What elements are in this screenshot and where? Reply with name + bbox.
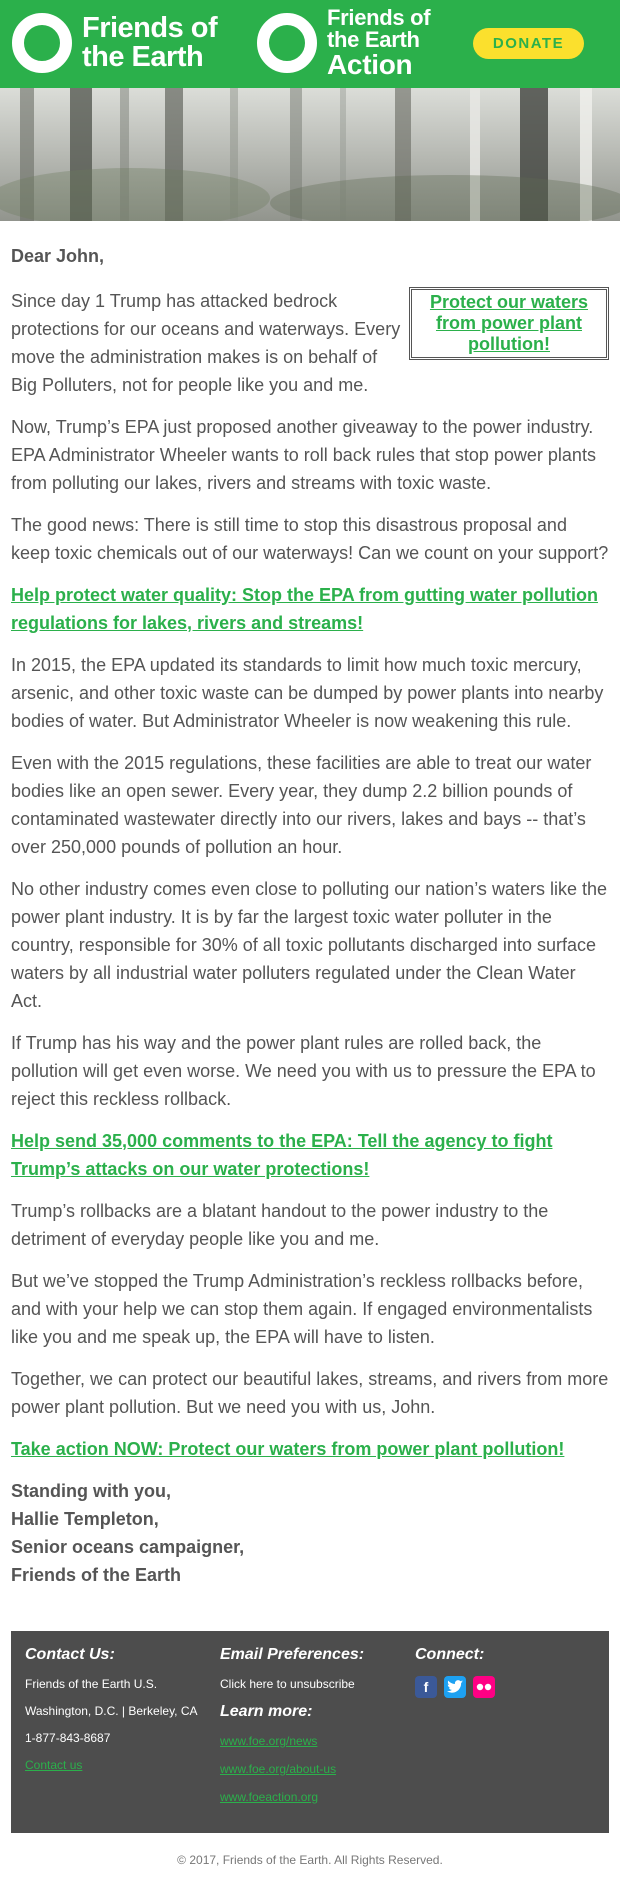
forest-illustration xyxy=(0,88,620,221)
paragraph: Since day 1 Trump has attacked bedrock protections for our oceans and waterways. Every move the administration makes is on behalf of Big Polluters, not for people like you and me. xyxy=(11,291,401,395)
news-link[interactable]: www.foe.org/news xyxy=(220,1734,318,1748)
letter-body xyxy=(11,246,609,1589)
friends-of-the-earth-action-logo[interactable] xyxy=(257,5,431,80)
callout-box xyxy=(409,287,609,360)
paragraph: In 2015, the EPA updated its standards to limit how much toxic mercury, arsenic, and other toxic waste can be dumped by power plants into nearby bodies of water. But Administrator Wheeler is now weakening this rule. xyxy=(11,655,604,731)
connect-column xyxy=(415,1646,595,1698)
connect-heading: Connect: xyxy=(415,1646,485,1663)
header-bar xyxy=(0,0,620,88)
twitter-icon[interactable] xyxy=(444,1676,466,1698)
twitter-bird-icon xyxy=(447,1680,463,1694)
stop-epa-link[interactable]: Help protect water quality: Stop the EPA from gutting water pollution regulations for lakes, rivers and streams! xyxy=(11,585,599,633)
paragraph: Now, Trump’s EPA just proposed another giveaway to the power industry. EPA Administrator Wheeler wants to roll back rules that stop power plants from polluting our lakes, rivers and streams with toxic waste. xyxy=(11,417,596,493)
action-link-paragraph xyxy=(11,1435,609,1463)
paragraph: If Trump has his way and the power plant rules are rolled back, the pollution will get even worse. We need you with us to pressure the EPA to reject this reckless rollback. xyxy=(11,1033,596,1109)
paragraph: But we’ve stopped the Trump Administration’s reckless rollbacks before, and with your help we can stop them again. If engaged environmentalists like you and me speak up, the EPA will have to listen. xyxy=(11,1271,593,1347)
contact-heading: Contact Us: xyxy=(25,1646,115,1663)
paragraph: The good news: There is still time to stop this disastrous proposal and keep toxic chemicals out of our waterways! Can we count on your support? xyxy=(11,515,609,563)
action-link-paragraph xyxy=(11,1127,609,1183)
action-link-paragraph xyxy=(11,581,609,637)
foe-action-link[interactable]: www.foeaction.org xyxy=(220,1790,319,1804)
preferences-column xyxy=(220,1646,400,1817)
send-comments-link[interactable]: Help send 35,000 comments to the EPA: Tell the agency to fight Trump’s attacks on our water protections! xyxy=(11,1131,553,1179)
phone-number: 1-877-843-8687 xyxy=(25,1731,111,1745)
email-preferences-heading: Email Preferences: xyxy=(220,1646,365,1663)
locations: Washington, D.C. | Berkeley, CA xyxy=(25,1704,198,1718)
logo-ring-icon xyxy=(257,13,317,73)
signature-block: Standing with you, Hallie Templeton, Senior oceans campaigner, Friends of the Earth xyxy=(11,1481,245,1585)
copyright-notice: © 2017, Friends of the Earth. All Rights Reserved. xyxy=(177,1853,443,1867)
contact-column xyxy=(25,1646,205,1785)
logo-text: Friends of the Earth xyxy=(82,12,218,73)
take-action-link[interactable]: Take action NOW: Protect our waters from power plant pollution! xyxy=(11,1439,565,1459)
paragraph: Together, we can protect our beautiful lakes, streams, and rivers from more power plant pollution. But we need you with us, John. xyxy=(11,1369,609,1417)
paragraph: Even with the 2015 regulations, these facilities are able to treat our water bodies like an open sewer. Every year, they dump 2.2 billion pounds of contaminated wastewater directly into our rivers, lakes and bays -- that’s over 250,000 pounds of pollution an hour. xyxy=(11,753,592,857)
social-links xyxy=(415,1676,595,1698)
logo-ring-icon xyxy=(12,13,72,73)
unsubscribe-link[interactable]: Click here to unsubscribe xyxy=(220,1677,355,1691)
friends-of-the-earth-logo[interactable] xyxy=(12,12,217,74)
logo-text: Friends of the Earth Action xyxy=(327,5,431,80)
learn-more-heading: Learn more: xyxy=(220,1703,313,1720)
footer xyxy=(11,1631,609,1833)
flickr-dots-icon xyxy=(476,1683,492,1691)
paragraph: No other industry comes even close to polluting our nation’s waters like the power plant industry. It is by far the largest toxic water polluter in the country, responsible for 30% of all toxic pollutants discharged into surface waters by all industrial water polluters regulated under the Clean Water Act. xyxy=(11,879,607,1011)
donate-button[interactable]: DONATE xyxy=(473,28,584,59)
facebook-icon[interactable]: f xyxy=(415,1676,437,1698)
forest-hero-image xyxy=(0,88,620,221)
org-name: Friends of the Earth U.S. xyxy=(25,1677,158,1691)
contact-us-link[interactable]: Contact us xyxy=(25,1758,83,1772)
callout-link[interactable]: Protect our waters from power plant pollution! xyxy=(429,292,589,354)
about-us-link[interactable]: www.foe.org/about-us xyxy=(220,1762,337,1776)
paragraph: Trump’s rollbacks are a blatant handout to the power industry to the detriment of everyday people like you and me. xyxy=(11,1201,549,1249)
greeting: Dear John, xyxy=(11,246,105,266)
flickr-icon[interactable] xyxy=(473,1676,495,1698)
